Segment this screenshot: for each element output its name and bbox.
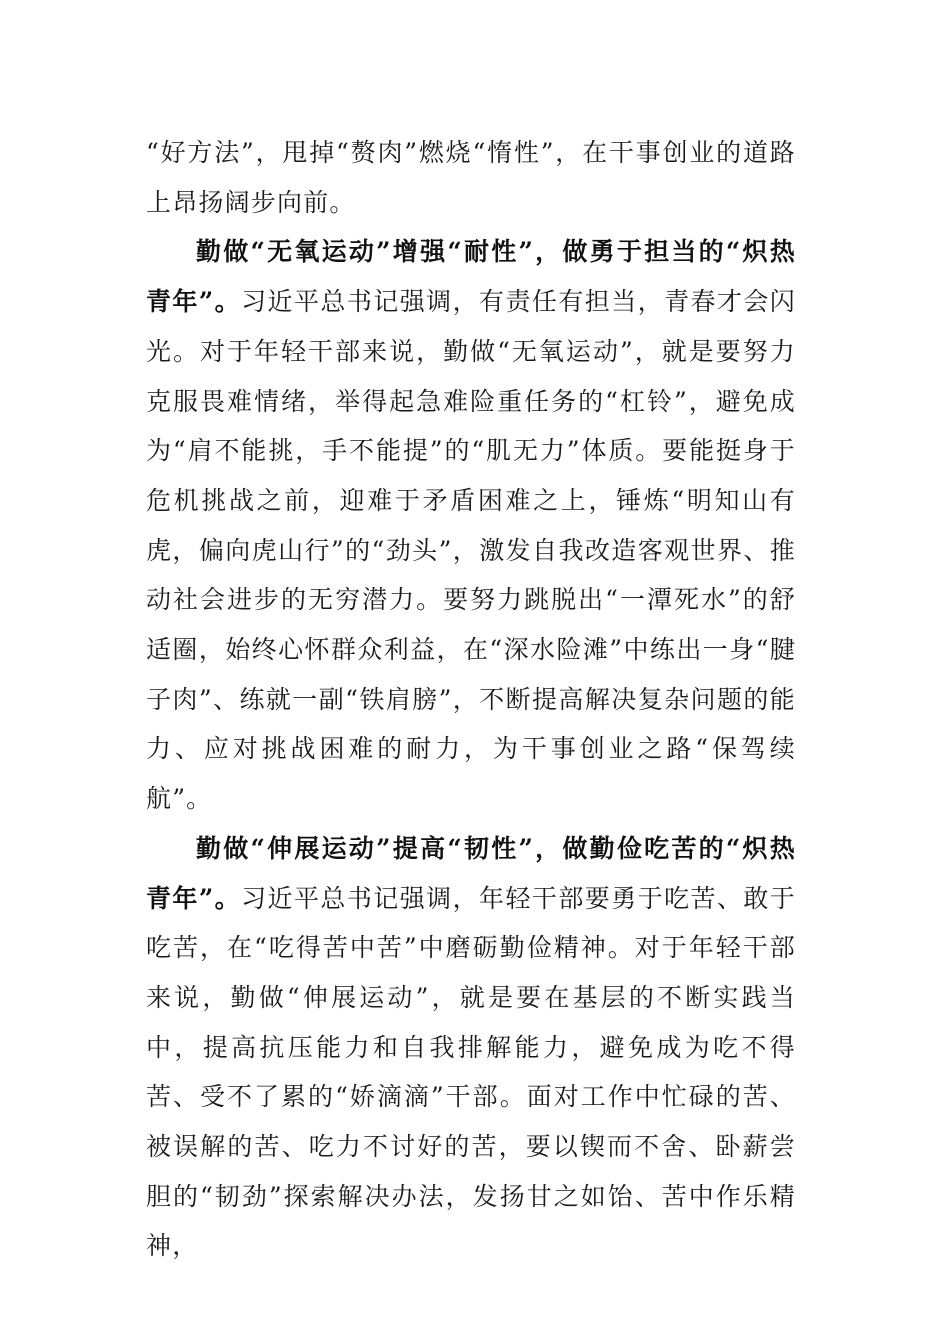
paragraph-3-lead: 勤做“伸展运动”提高“韧性”，做勤俭吃苦的“炽热青年”。 — [146, 833, 796, 913]
document-body — [146, 128, 796, 1271]
paragraph-1-text: “好方法”，甩掉“赘肉”燃烧“惰性”，在干事创业的道路上昂扬阔步向前。 — [146, 138, 796, 217]
paragraph-3-text: 习近平总书记强调，年轻干部要勇于吃苦、敢于吃苦，在“吃得苦中苦”中磨砺勤俭精神。对于年轻干部来说，勤做“伸展运动”，就是要在基层的不断实践当中，提高抗压能力和自我排解能力，避免成为吃不得苦、受不了累的“娇滴滴”干部。面对工作中忙碌的苦、被误解的苦、吃力不讨好的苦，要以锲而不舍、卧薪尝胆的“韧劲”探索解决办法，发扬甘之如饴、苦中作乐精神， — [146, 883, 797, 1261]
paragraph-2-lead: 勤做“无氧运动”增强“耐性”，做勇于担当的“炽热青年”。 — [146, 237, 796, 317]
paragraph-3 — [146, 824, 796, 1271]
paragraph-1 — [146, 128, 796, 227]
paragraph-2 — [146, 227, 796, 823]
paragraph-2-text: 习近平总书记强调，有责任有担当，青春才会闪光。对于年轻干部来说，勤做“无氧运动”，就是要努力克服畏难情绪，举得起急难险重任务的“杠铃”，避免成为“肩不能挑，手不能提”的“肌无力”体质。要能挺身于危机挑战之前，迎难于矛盾困难之上，锤炼“明知山有虎，偏向虎山行”的“劲头”，激发自我改造客观世界、推动社会进步的无穷潜力。要努力跳脱出“一潭死水”的舒适圈，始终心怀群众利益，在“深水险滩”中练出一身“腱子肉”、练就一副“铁肩膀”，不断提高解决复杂问题的能力、应对挑战困难的耐力，为干事创业之路“保驾续航”。 — [146, 287, 797, 814]
